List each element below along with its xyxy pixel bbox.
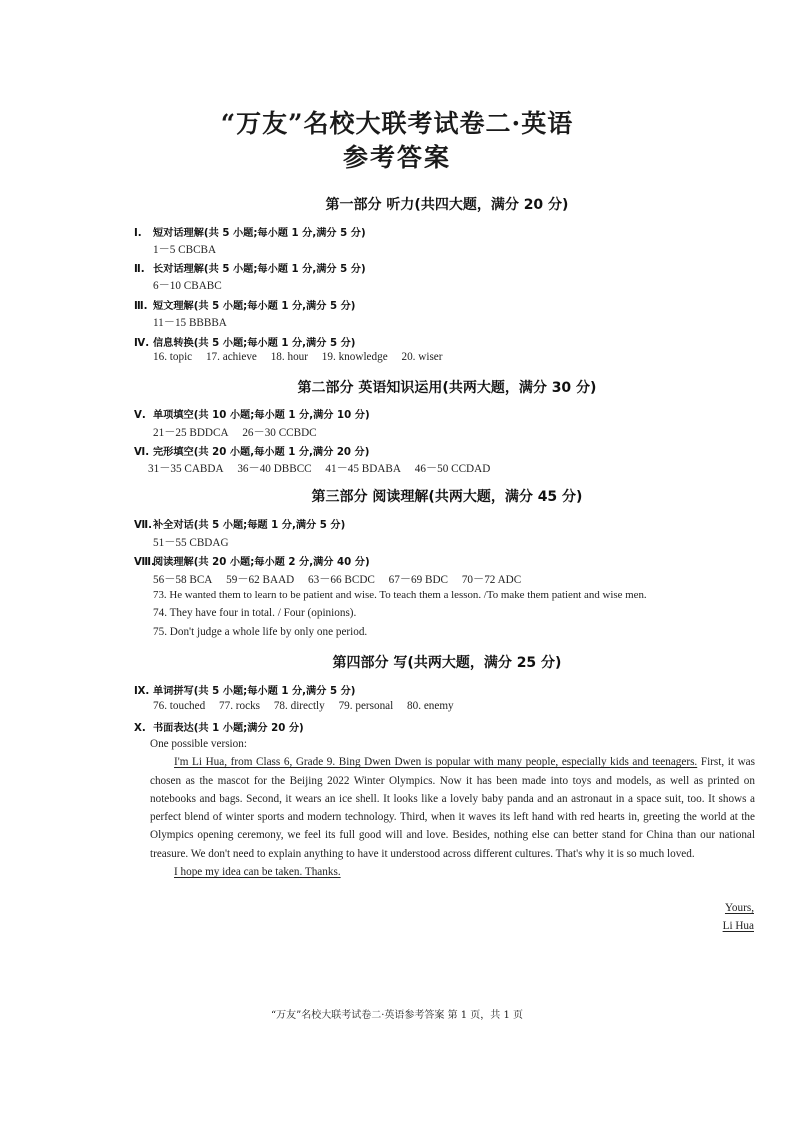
answer-group: 6－10 CBABC <box>153 280 222 292</box>
section-8-answers <box>153 571 532 587</box>
answer-74: 74. They have four in total. / Four (opinions). <box>153 607 357 619</box>
section-title-text: 书面表达(共 1 小题;满分 20 分) <box>153 723 304 734</box>
answer-group: 21－25 BDDCA <box>153 427 229 439</box>
part2-heading: 第二部分 英语知识运用(共两大题，满分 30 分) <box>297 380 597 396</box>
section-title-text: 单项填空(共 10 小题;每小题 1 分,满分 10 分) <box>153 410 370 421</box>
essay-intro: One possible version: <box>150 738 247 750</box>
answer-item: 17. achieve <box>205 351 257 363</box>
section-4-title <box>134 334 355 349</box>
section-4-answers <box>153 351 453 363</box>
section-9-answers <box>153 700 465 712</box>
section-number: Ⅸ. <box>134 686 150 697</box>
section-title-text: 单词拼写(共 5 小题;每小题 1 分,满分 5 分) <box>153 686 356 697</box>
answer-group: 41－45 BDABA <box>325 463 401 475</box>
section-number: Ⅱ. <box>134 264 145 275</box>
answer-group: 70－72 ADC <box>461 574 522 586</box>
answer-group: 26－30 CCBDC <box>242 427 317 439</box>
sign-off: Yours, <box>724 902 754 914</box>
answer-group: 36－40 DBBCC <box>237 463 312 475</box>
answer-group: 46－50 CCDAD <box>414 463 491 475</box>
section-number: Ⅳ. <box>134 338 150 349</box>
answer-item: 77. rocks <box>219 700 261 712</box>
section-5-answers <box>153 424 328 440</box>
answer-group: 11－15 BBBBA <box>153 317 227 329</box>
part3-heading: 第三部分 阅读理解(共两大题，满分 45 分) <box>311 489 583 505</box>
section-number: Ⅹ. <box>134 723 146 734</box>
section-title-text: 短文理解(共 5 小题;每小题 1 分,满分 5 分) <box>153 301 356 312</box>
answer-group: 51－55 CBDAG <box>153 537 229 549</box>
section-1-answers <box>153 241 227 257</box>
section-title-text: 信息转换(共 5 小题;每小题 1 分,满分 5 分) <box>153 338 356 349</box>
answer-group: 63－66 BCDC <box>308 574 375 586</box>
answer-75: 75. Don't judge a whole life by only one period. <box>153 626 368 638</box>
document-title: “万友”名校大联考试卷二·英语 <box>220 109 574 138</box>
essay-body: First, it was chosen as the mascot for the Beijing 2022 Winter Olympics. Now it has been made into toys and models, as well as printed on notebooks and bags. Second, it wears an ice shell. It looks like a lovely baby panda and an astronaut in a space suit, too. It shows a perfect blend of winter sports and modern technology. Third, when it waves its left hand with red hearts in, greeting the world at the Olympics opening ceremony, we feel its full good will and love. Besides, nothing else can better stand for China than our national treasure. We don't need to explain anything to have it understood across different cultures. That's why it is so much loved. <box>150 756 755 860</box>
section-number: Ⅵ. <box>134 447 150 458</box>
answer-item: 16. topic <box>153 351 193 363</box>
answer-group: 31－35 CABDA <box>148 463 224 475</box>
section-title-text: 阅读理解(共 20 小题;每小题 2 分,满分 40 分) <box>153 557 370 568</box>
section-number: Ⅲ. <box>134 301 148 312</box>
part1-heading: 第一部分 听力(共四大题，满分 20 分) <box>325 197 569 213</box>
section-7-answers <box>153 534 240 550</box>
answer-item: 19. knowledge <box>321 351 388 363</box>
section-8-title <box>134 553 370 568</box>
answer-group: 67－69 BDC <box>388 574 449 586</box>
essay-opening-underlined: I'm Li Hua, from Class 6, Grade 9. Bing Dwen Dwen is popular with many people, especially kids and teenagers. <box>174 756 698 769</box>
answer-group: 56－58 BCA <box>153 574 213 586</box>
section-9-title <box>134 682 355 697</box>
section-3-answers <box>153 314 238 330</box>
answer-73: 73. He wanted them to learn to be patient and wise. To teach them a lesson. /To make them patient and wise men. <box>153 589 647 601</box>
answer-item: 80. enemy <box>407 700 454 712</box>
section-number: Ⅴ. <box>134 410 146 421</box>
answer-group: 1－5 CBCBA <box>153 244 217 256</box>
section-number: Ⅷ. <box>134 557 155 568</box>
section-title-text: 完形填空(共 20 小题,每小题 1 分,满分 20 分) <box>153 447 370 458</box>
answer-item: 78. directly <box>273 700 325 712</box>
section-10-title <box>134 719 304 734</box>
section-3-title <box>134 297 355 312</box>
section-2-answers <box>153 277 233 293</box>
essay-signature-block <box>723 899 754 936</box>
section-2-title <box>134 260 366 275</box>
document-subtitle: 参考答案 <box>342 143 451 172</box>
essay <box>150 735 755 881</box>
section-title-text: 补全对话(共 5 小题;每题 1 分,满分 5 分) <box>153 520 346 531</box>
section-6-title <box>134 443 369 458</box>
section-7-title <box>134 516 345 531</box>
page-footer: “万友”名校大联考试卷二·英语参考答案 第 1 页，共 1 页 <box>270 1010 524 1021</box>
section-number: Ⅰ. <box>134 228 142 239</box>
part4-heading: 第四部分 写(共两大题，满分 25 分) <box>332 655 562 671</box>
section-5-title <box>134 406 370 421</box>
section-6-answers <box>148 460 501 476</box>
section-title-text: 长对话理解(共 5 小题;每小题 1 分,满分 5 分) <box>153 264 366 275</box>
essay-closing-paragraph <box>150 863 755 881</box>
answer-group: 59－62 BAAD <box>226 574 295 586</box>
section-title-text: 短对话理解(共 5 小题;每小题 1 分,满分 5 分) <box>153 228 366 239</box>
essay-closing: I hope my idea can be taken. Thanks. <box>174 866 341 879</box>
answer-item: 18. hour <box>270 351 308 363</box>
answer-item: 20. wiser <box>401 351 443 363</box>
section-number: Ⅶ. <box>134 520 152 531</box>
essay-paragraph <box>150 753 755 863</box>
answer-item: 76. touched <box>153 700 206 712</box>
answer-item: 79. personal <box>338 700 394 712</box>
signature-name: Li Hua <box>722 920 754 933</box>
section-1-title <box>134 224 366 239</box>
